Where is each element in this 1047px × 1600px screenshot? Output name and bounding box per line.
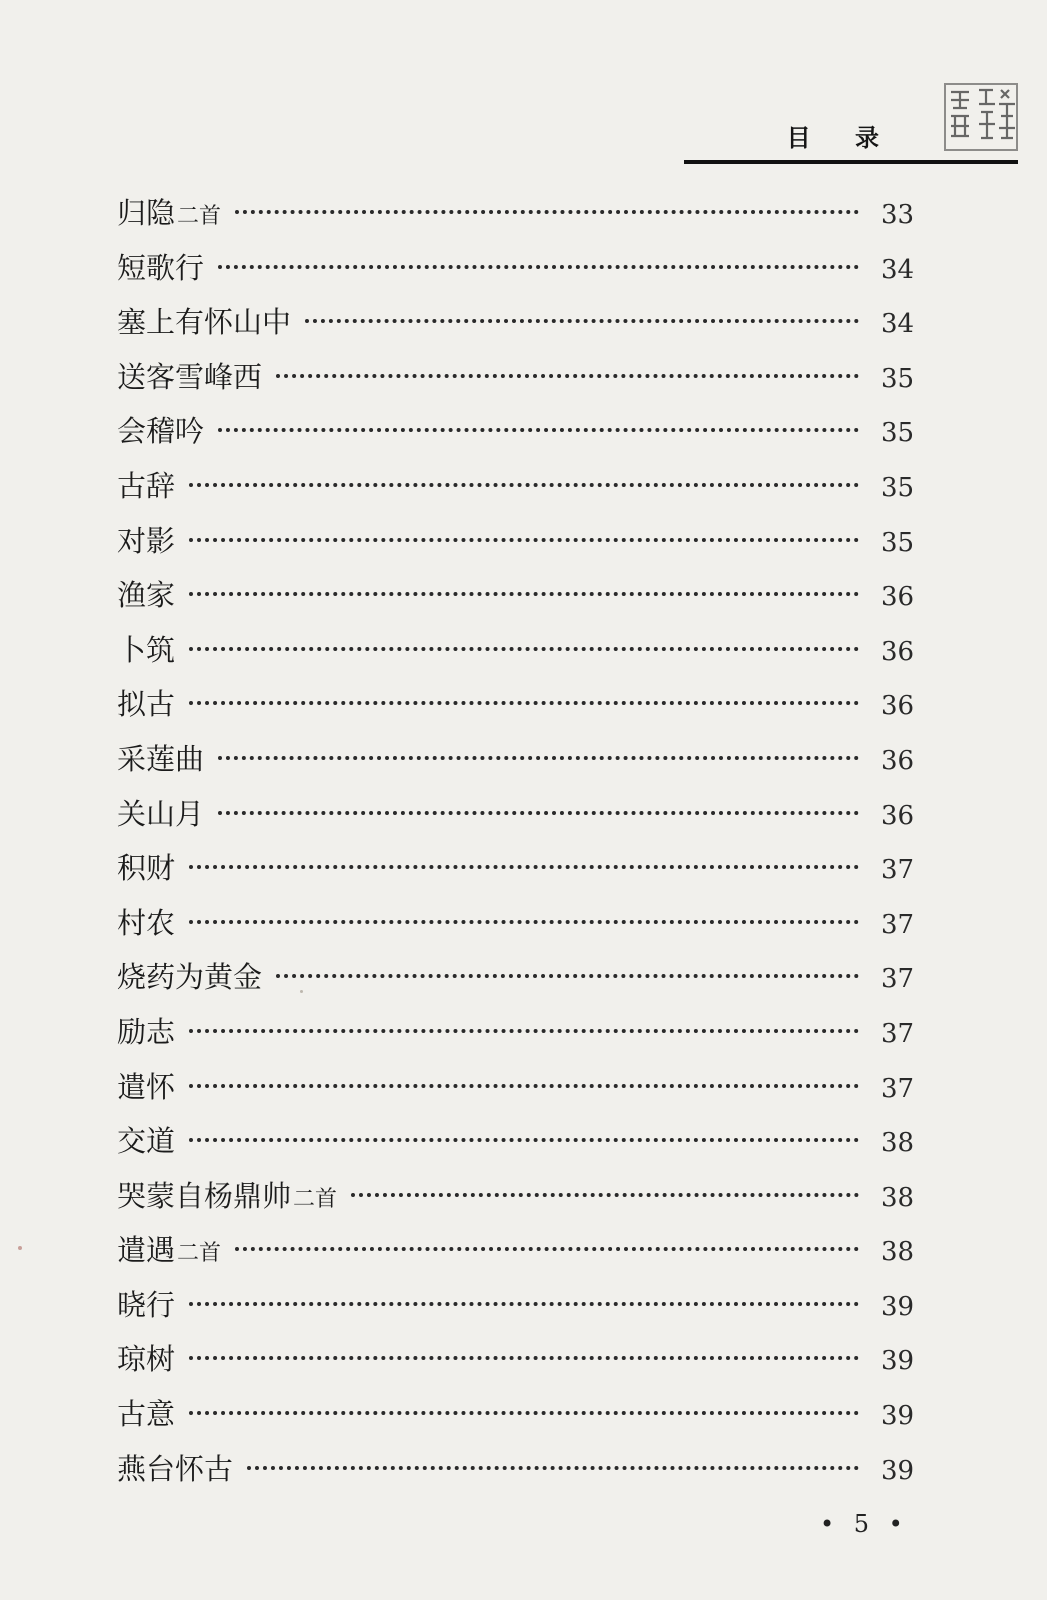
toc-entry[interactable] [117,241,917,296]
toc-entry-title: 对影 [117,523,176,558]
paper-speck [300,990,303,993]
toc-entry[interactable] [117,841,917,896]
toc-entry-page: 37 [881,909,915,940]
toc-entry-page: 36 [881,800,915,831]
toc-entry-title: 遣怀 [117,1069,176,1104]
toc-entry-page: 39 [881,1455,915,1486]
dot-leader [189,1302,859,1306]
toc-entry[interactable] [117,787,917,842]
dot-leader [218,756,859,760]
toc-entry-title: 积财 [117,851,176,886]
toc-entry-page: 36 [881,636,915,667]
toc-entry-page: 34 [881,254,915,285]
dot-leader [351,1193,859,1197]
toc-entry[interactable] [117,295,917,350]
toc-entry-title: 遣遇 [117,1233,176,1268]
toc-entry-page: 35 [881,363,915,394]
toc-entry[interactable] [117,1060,917,1115]
toc-entry-page: 39 [881,1291,915,1322]
toc-entry-title: 烧药为黄金 [117,960,263,995]
dot-leader [189,1084,859,1088]
toc-entry[interactable] [117,896,917,951]
dot-leader [189,538,859,542]
dot-leader [305,319,859,323]
toc-entry[interactable] [117,1332,917,1387]
dot-leader [189,701,859,705]
toc-entry-page: 38 [881,1237,915,1268]
toc-entry-title: 琼树 [117,1342,176,1377]
toc-entry[interactable] [117,568,917,623]
toc-entry-title: 卜筑 [117,632,176,667]
toc-entry-title: 归隐 [117,196,176,230]
page-header [0,0,1047,175]
dot-leader [218,265,859,269]
toc-entry-page: 36 [881,691,915,722]
toc-entry-title: 古意 [117,1397,176,1432]
dot-leader [189,1029,859,1033]
dot-leader [189,483,859,487]
dot-leader [235,1247,859,1251]
toc-entry[interactable] [117,1223,917,1278]
toc-entry-page: 36 [881,582,915,613]
dot-leader [189,920,859,924]
header-rule [684,160,1018,164]
dot-leader [276,974,859,978]
dot-leader [218,811,859,815]
toc-entry-title: 交道 [117,1124,176,1159]
toc-entry-page: 37 [881,964,915,995]
toc-entry-title: 哭蒙自杨鼎帅 [117,1178,292,1213]
toc-entry[interactable] [117,1114,917,1169]
toc-entry-title: 塞上有怀山中 [117,305,292,340]
toc-entry-page: 35 [881,418,915,449]
dot-leader [189,865,859,869]
seal-stamp-logo [943,82,1019,152]
toc-entry[interactable] [117,1005,917,1060]
toc-entry[interactable] [117,732,917,787]
toc-entry-note: 二首 [177,1241,222,1267]
toc-entry[interactable] [117,623,917,678]
toc-entry-page: 35 [881,527,915,558]
toc-entry[interactable] [117,186,917,241]
page-number: • 5 • [820,1510,909,1538]
toc-entry-title: 励志 [117,1014,176,1049]
toc-entry-page: 38 [881,1128,915,1159]
toc-entry[interactable] [117,350,917,405]
dot-leader [189,592,859,596]
dot-leader [189,647,859,651]
toc-entry-title: 古辞 [117,468,176,503]
dot-leader [218,428,859,432]
toc-entry[interactable] [117,1278,917,1333]
dot-leader [189,1356,859,1360]
dot-leader [189,1138,859,1142]
toc-entry[interactable] [117,1442,917,1497]
toc-entry-page: 38 [881,1182,915,1213]
toc-entry-page: 35 [881,472,915,503]
toc-entry-note: 二首 [177,204,222,229]
toc-entry-title: 短歌行 [117,250,205,285]
toc-entry[interactable] [117,514,917,569]
toc-entry[interactable] [117,1169,917,1224]
toc-entry[interactable] [117,404,917,459]
toc-entry-title: 渔家 [117,578,176,613]
dot-leader [235,210,859,214]
toc-entry-page: 36 [881,745,915,776]
header-title: 目 录 [786,124,897,152]
toc-entry-page: 39 [881,1346,915,1377]
toc-entry-title: 拟古 [117,687,176,722]
toc-entry-page: 39 [881,1401,915,1432]
toc-entry-title: 晓行 [117,1287,176,1322]
toc-entry[interactable] [117,950,917,1005]
toc-entry-page: 34 [881,309,915,340]
dot-leader [276,374,859,378]
paper-speck [18,1246,22,1250]
toc-entry-title: 村农 [117,905,176,940]
toc-entry[interactable] [117,459,917,514]
toc-entry-page: 37 [881,855,915,886]
toc-entry[interactable] [117,1387,917,1442]
toc-entry-page: 37 [881,1018,915,1049]
toc-entry-note: 二首 [293,1186,338,1212]
dot-leader [189,1411,859,1415]
toc-entry-title: 采莲曲 [117,741,205,776]
toc-entry-title: 关山月 [117,796,205,831]
toc-entry-title: 送客雪峰西 [117,359,263,394]
table-of-contents [117,186,917,1496]
toc-entry-title: 燕台怀古 [117,1451,234,1486]
toc-entry[interactable] [117,677,917,732]
dot-leader [247,1466,859,1470]
toc-entry-page: 33 [881,200,915,230]
toc-entry-title: 会稽吟 [117,414,205,449]
toc-entry-page: 37 [881,1073,915,1104]
